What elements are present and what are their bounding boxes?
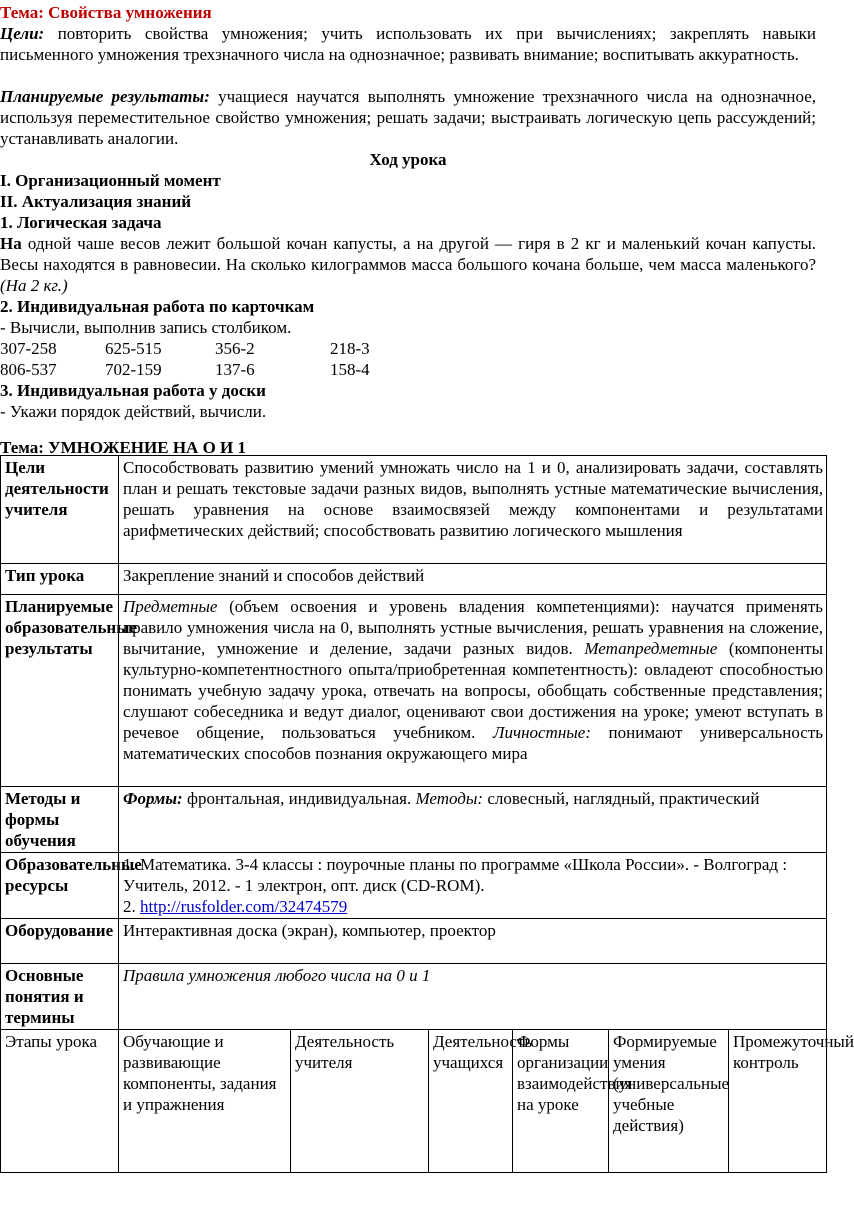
row-concepts	[1, 964, 827, 1030]
stages-header-cell: Деятельность учителя	[291, 1030, 429, 1173]
task1-body: одной чаше весов лежит большой кочан капусты, а на другой — гиря в 2 кг и маленький кочан капусты. Весы находятся в равновесии. На сколько килограммов масса большого кочана больше, чем масса маленького?	[0, 234, 816, 274]
section-actualization: II. Актуализация знаний	[0, 192, 192, 211]
lesson1-results-text: учащиеся научатся выполнять умножение трехзначного числа на однозначное, используя переместительное свойство умножения; решать задачи; выстраивать логическую цепь рассуждений; устанавливать аналогии.	[0, 87, 816, 148]
stages-header-cell: Этапы урока	[1, 1030, 119, 1173]
methods-forms-text: фронтальная, индивидуальная.	[182, 789, 416, 808]
results-personal-label: Личностные:	[492, 723, 591, 742]
task2-heading: 2. Индивидуальная работа по карточкам	[0, 297, 315, 316]
lesson1-goals-text: повторить свойства умножения; учить использовать их при вычислениях; закреплять навыки письменного умножения трехзначного числа на однозначное; развивать внимание; воспитывать аккуратность.	[0, 24, 816, 64]
concepts-text: Правила умножения любого числа на 0 и 1	[119, 964, 827, 1030]
methods-methods-text: словесный, наглядный, практический	[483, 789, 760, 808]
methods-methods-label: Методы:	[415, 789, 484, 808]
task2-expression: 137-6	[215, 360, 255, 379]
task2-instruction: - Вычисли, выполнив запись столбиком.	[0, 318, 292, 337]
row-resources	[1, 853, 827, 919]
resources-label: Образовательные ресурсы	[1, 853, 119, 919]
row-lesson-type	[1, 564, 827, 595]
lesson1-goals-label: Цели:	[0, 24, 45, 43]
type-text: Закрепление знаний и способов действий	[119, 564, 827, 595]
goals-text: Способствовать развитию умений умножать число на 1 и 0, анализировать задачи, составлять план и решать текстовые задачи разных видов, выполнять устные математические вычисления, решать уравнения на основе взаимосвязей между компонентами и результатами арифметических действий; способствовать развитию логического мышления	[119, 456, 827, 564]
lesson-plan-table	[0, 455, 854, 1173]
equipment-label: Оборудование	[1, 919, 119, 964]
stages-header-cell: Промежуточный контроль	[729, 1030, 827, 1173]
lesson1-results-label: Планируемые результаты:	[0, 87, 210, 106]
task2-row-1	[0, 338, 430, 359]
task2-expression: 356-2	[215, 339, 255, 358]
resources-item-2-prefix: 2.	[123, 897, 140, 916]
task2-expression: 218-3	[330, 339, 370, 358]
stages-header-cell: Деятельность учащихся	[429, 1030, 513, 1173]
task1-answer: (На 2 кг.)	[0, 276, 68, 295]
results-subject-label: Предметные	[123, 597, 218, 616]
task2-row-2	[0, 359, 430, 380]
lesson1-results	[0, 86, 816, 149]
task2-expression: 307-258	[0, 339, 57, 358]
results-label: Планируемые образовательные результаты	[1, 595, 119, 787]
resources-text	[119, 853, 827, 919]
row-equipment	[1, 919, 827, 964]
stages-header-cell: Обучающие и развивающие компоненты, задания и упражнения	[119, 1030, 291, 1173]
task2-expression: 806-537	[0, 360, 57, 379]
lesson1-goals	[0, 23, 816, 65]
section-organizational: I. Организационный момент	[0, 171, 221, 190]
stages-header-cell: Формируемые умения (универсальные учебные действия)	[609, 1030, 729, 1173]
results-meta-text: (компоненты культурно-компетентностного опыта/приобретенная компетентность): овладеют способностью понимать учебную задачу урока, отвечать на вопросы, обобщать собственные представления; слушают собеседника и ведут диалог, оценивают свои достижения на уроке; умеют вступать в речевое общение, пользоваться учебником.	[123, 639, 824, 742]
task2-expression: 702-159	[105, 360, 162, 379]
task1-text	[0, 233, 816, 296]
row-goals	[1, 456, 827, 564]
resources-item-2	[123, 896, 823, 917]
row-planned-results	[1, 595, 827, 787]
goals-label: Цели деятельности учителя	[1, 456, 119, 564]
lesson1-topic: Тема: Свойства умножения	[0, 3, 212, 22]
course-heading: Ход урока	[369, 150, 447, 169]
task1-heading: 1. Логическая задача	[0, 213, 162, 232]
methods-text	[119, 787, 827, 853]
row-stages-header	[1, 1030, 827, 1173]
lesson2-topic: Тема: УМНОЖЕНИЕ НА О И 1	[0, 438, 247, 457]
stages-header-cell: Формы организации взаимодействия на уроке	[513, 1030, 609, 1173]
row-methods	[1, 787, 827, 853]
methods-label: Методы и формы обучения	[1, 787, 119, 853]
equipment-text: Интерактивная доска (экран), компьютер, проектор	[119, 919, 827, 964]
task2-expression: 158-4	[330, 360, 370, 379]
task3-instruction: - Укажи порядок действий, вычисли.	[0, 402, 267, 421]
results-personal-text: понимают универсальность математических способов познания окружающего мира	[123, 723, 824, 763]
type-label: Тип урока	[1, 564, 119, 595]
resource-link[interactable]: http://rusfolder.com/32474579	[140, 897, 348, 916]
resources-item-1: 1. Математика. 3-4 классы : поурочные планы по программе «Школа России». - Волгоград : Учитель, 2012. - 1 электрон, опт. диск (CD-ROM).	[123, 855, 788, 895]
concepts-label: Основные понятия и термины	[1, 964, 119, 1030]
task2-expression: 625-515	[105, 339, 162, 358]
task1-first-word: На	[0, 234, 22, 253]
results-meta-label: Метапредметные	[584, 639, 718, 658]
results-subject-text: (объем освоения и уровень владения компетенциями): научатся применять правило умножения числа на 0, выполнять устные вычисления, решать уравнения на сложение, вычитание, умножение и деление, задачи разных видов.	[123, 597, 824, 658]
methods-forms-label: Формы:	[123, 789, 183, 808]
results-text	[119, 595, 827, 787]
task3-heading: 3. Индивидуальная работа у доски	[0, 381, 266, 400]
